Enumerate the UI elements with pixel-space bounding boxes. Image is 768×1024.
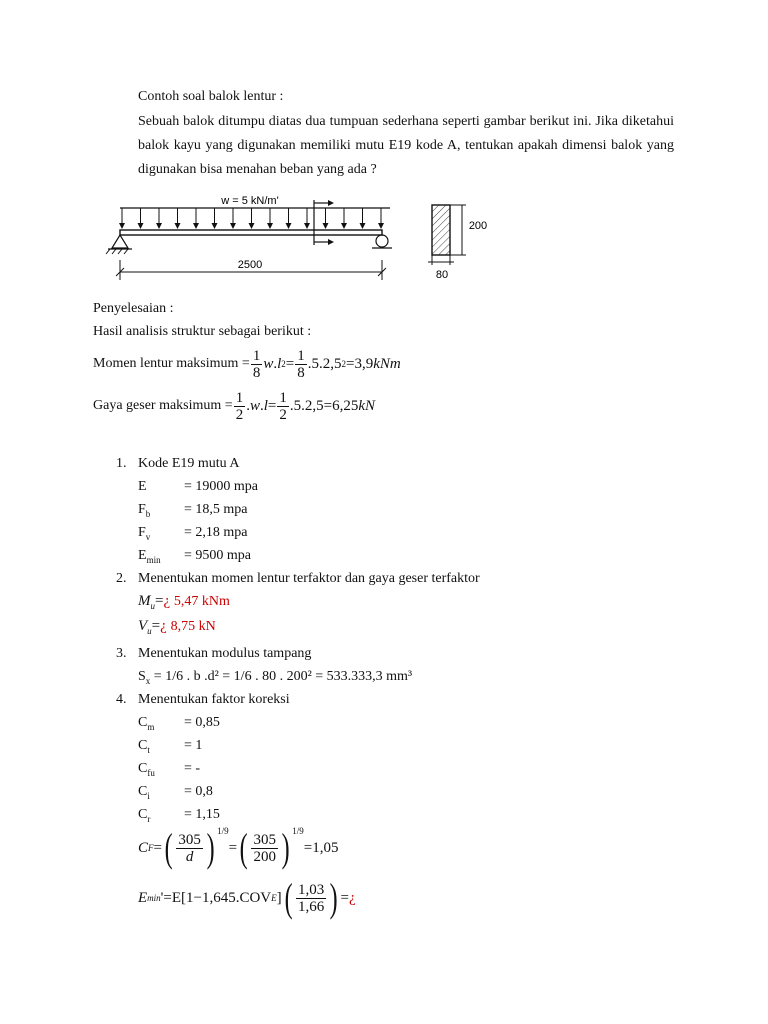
param-e: E = 19000 mpa [138,479,258,494]
load-arrow-head [119,223,125,229]
load-arrow-head [378,223,384,229]
solution-heading: Penyelesaian : [93,301,174,316]
sx-equation: $S_x = 1/6$ . b .d² = 1/6 . 80 . 200² = 533.333,3 mm³ [138,669,413,686]
factor-cm: $C_m = 0,85$ [138,715,220,732]
load-arrow-head [249,223,255,229]
solution-subheading: Hasil analisis struktur sebagai berikut : [93,324,312,339]
step-2-title: Menentukan momen lentur terfaktor dan gaya geser terfaktor [138,571,480,586]
problem-paragraph: Sebuah balok ditumpu diatas dua tumpuan sederhana seperti gambar berikut ini. Jika diketahui balok kayu yang digunakan memiliki mutu E19 kode A, tentukan apakah dimensi balok yang digunakan bisa menahan beban yang ada ? [138,114,674,177]
vu-equation: $V_u=¿$ 8,75 kN [138,618,216,636]
load-arrow-head [341,223,347,229]
section-height-label: 200 [468,220,488,232]
factor-cr: $C_r = 1,15$ [138,807,220,824]
cross-section-rect [432,205,450,255]
distributed-load-arrows [119,208,384,229]
step-3-number: 3. [116,646,127,661]
load-label: w = 5 kN/m' [221,195,279,207]
step-4-number: 4. [116,692,127,707]
factor-ci: $C_i = 0,8$ [138,784,213,801]
moment-equation: Momen lentur maksimum = $\frac{1}{8}$ w . l 2 = $\frac{1}{8}$ .5.2,5 2 =3,9 kNm [93,347,401,381]
step-2-number: 2. [116,571,127,586]
step-3-title: Menentukan modulus tampang [138,646,312,661]
load-arrow-head [360,223,366,229]
problem-title: Contoh soal balok lentur : [138,89,284,104]
param-emin: $E_{min} = 9500$ mpa [138,548,251,565]
factor-ct: $C_t = 1$ [138,738,203,755]
load-arrow-head [267,223,273,229]
load-arrow-head [230,223,236,229]
load-arrow-head [304,223,310,229]
factor-cfu: $C_{fu}$ = - [138,761,201,778]
load-arrow-head [175,223,181,229]
step-4-title: Menentukan faktor koreksi [138,692,290,707]
step-1-number: 1. [116,456,127,471]
emin-prime-equation: E min ' =E[1−1,645.COV E ] ( $\frac{1,03}{1,66}$ ) = ¿ [138,875,356,920]
mu-equation: $M_u=¿$ 5,47 kNm [138,593,230,611]
beam-diagram [100,190,500,290]
load-arrow-head [286,223,292,229]
load-arrow-head [138,223,144,229]
load-arrow-head [193,223,199,229]
step-1-title: Kode E19 mutu A [138,456,240,471]
param-fb: $F_b = 18,5$ mpa [138,502,248,519]
param-fv: $F_v = 2,18$ mpa [138,525,248,542]
section-width-label: 80 [435,269,449,281]
shear-equation: Gaya geser maksimum = $\frac{1}{2}$ . w . l = $\frac{1}{2}$ .5.2,5 =6,25 kN [93,389,375,423]
span-dimension-label: 2500 [237,259,263,271]
cf-equation: C F = ( $\frac{305}{d}$ ) $^{1/9}$ = ( $\frac{305}{200}$ ) $^{1/9}$ =1,05 [138,825,339,870]
load-arrow-head [156,223,162,229]
load-arrow-head [323,223,329,229]
load-arrow-head [212,223,218,229]
